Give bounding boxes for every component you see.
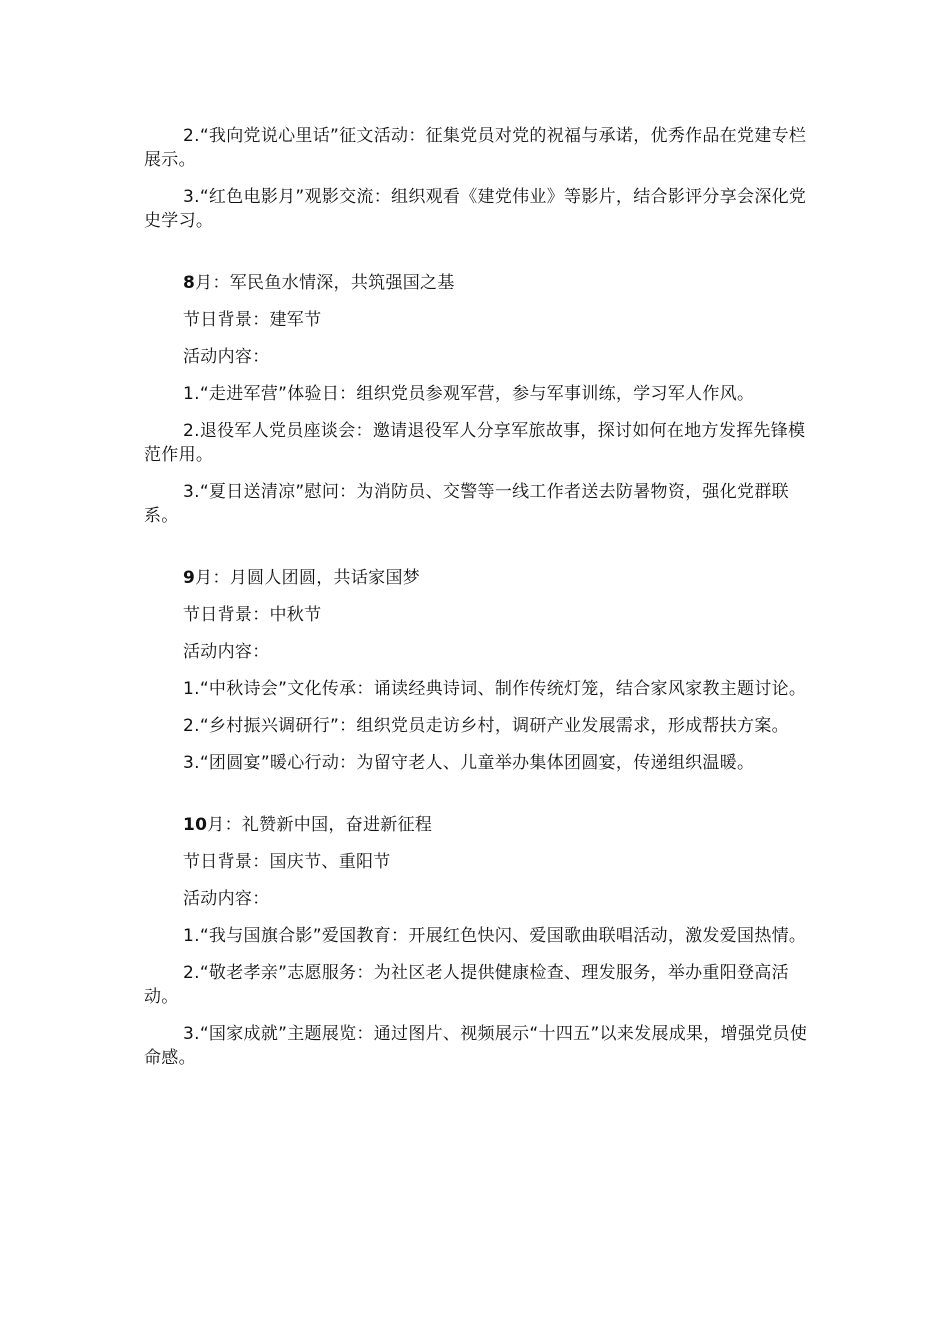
list-item: 3.“夏日送清凉”慰问：为消防员、交警等一线工作者送去防暑物资，强化党群联系。 [144,482,789,526]
list-item: 3.“团圆宴”暖心行动：为留守老人、儿童举办集体团圆宴，传递组织温暖。 [183,753,755,773]
list-item: 1.“我与国旗合影”爱国教育：开展红色快闪、爱国歌曲联唱活动，激发爱国热情。 [183,926,807,946]
section-heading [144,813,808,837]
month-number: 8 [183,273,196,293]
list-item: 2.“乡村振兴调研行”：组织党员走访乡村，调研产业发展需求，形成帮扶方案。 [183,716,789,736]
list-item: 2.“我向党说心里话”征文活动：征集党员对党的祝福与承诺，优秀作品在党建专栏展示。 [144,126,807,170]
month-title: 月：礼赞新中国，奋进新征程 [207,815,433,835]
month-title: 月：军民鱼水情深，共筑强国之基 [195,273,455,293]
section-august [144,271,808,528]
festival-background: 节日背景：国庆节、重阳节 [183,852,391,872]
document-body [144,124,808,1083]
section-heading [144,271,808,295]
list-item: 3.“国家成就”主题展览：通过图片、视频展示“十四五”以来发展成果，增强党员使命感。 [144,1024,808,1068]
list-item: 3.“红色电影月”观影交流：组织观看《建党伟业》等影片，结合影评分享会深化党史学习。 [144,187,807,231]
list-item: 2.退役军人党员座谈会：邀请退役军人分享军旅故事，探讨如何在地方发挥先锋模范作用。 [144,421,806,465]
festival-background: 节日背景：中秋节 [183,605,322,625]
section-october [144,813,808,1070]
activity-label: 活动内容： [183,889,270,909]
festival-background: 节日背景：建军节 [183,310,322,330]
month-number: 10 [183,815,208,835]
list-item: 2.“敬老孝亲”志愿服务：为社区老人提供健康检查、理发服务，举办重阳登高活动。 [144,963,789,1007]
activity-label: 活动内容： [183,347,270,367]
section-heading [144,566,808,590]
section-september [144,566,808,775]
list-item: 1.“中秋诗会”文化传承：诵读经典诗词、制作传统灯笼，结合家风家教主题讨论。 [183,679,807,699]
intro-block [144,124,808,233]
activity-label: 活动内容： [183,642,270,662]
list-item: 1.“走进军营”体验日：组织党员参观军营，参与军事训练，学习军人作风。 [183,384,755,404]
month-number: 9 [183,568,196,588]
month-title: 月：月圆人团圆，共话家国梦 [195,568,421,588]
